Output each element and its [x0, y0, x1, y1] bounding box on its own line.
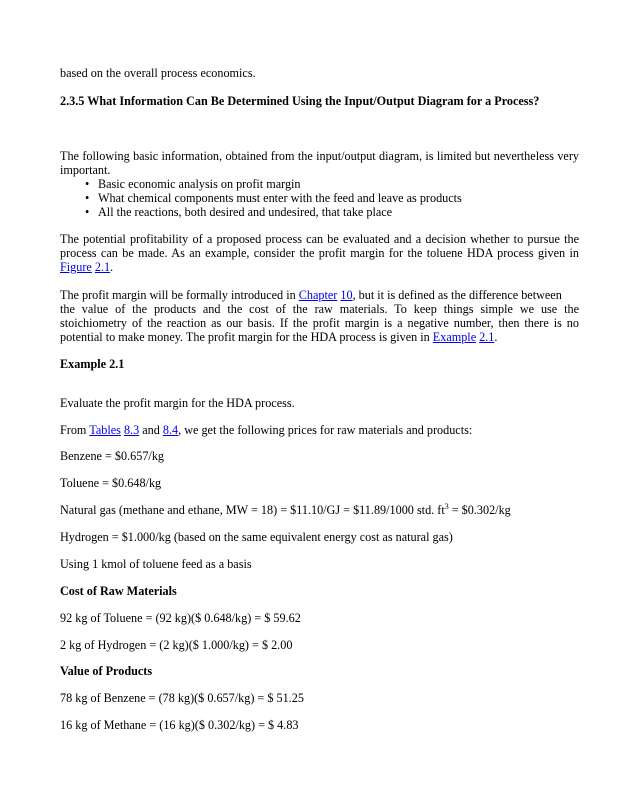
table-8-3-link[interactable]: 8.3	[123, 423, 140, 437]
figure-number-link[interactable]: 2.1	[94, 260, 111, 274]
para2-line-2: process can be made. As an example, consider the profit margin for the toluene HDA process given in	[60, 246, 579, 260]
basis-line: Using 1 kmol of toluene feed as a basis	[60, 557, 252, 571]
chapter-link[interactable]: Chapter	[298, 288, 338, 302]
table-8-4-link[interactable]: 8.4	[162, 423, 179, 437]
para3-line-2: the value of the products and the cost of the raw materials. To keep things simple we use the	[60, 302, 579, 316]
list-item: • All the reactions, both desired and undesired, that take place	[85, 205, 393, 219]
section-heading: 2.3.5 What Information Can Be Determined Using the Input/Output Diagram for a Process?	[60, 94, 540, 108]
list-item: • What chemical components must enter with the feed and leave as products	[85, 191, 462, 205]
para3-line-3: stoichiometry of the reaction as our basis. If the profit margin is a negative number, then there is no	[60, 316, 579, 330]
para2-line-1: The potential profitability of a proposed process can be evaluated and a decision whether to pursue the	[60, 232, 579, 246]
para3-line-1: The profit margin will be formally introduced in Chapter 10, but it is defined as the difference between	[60, 288, 562, 302]
bullet-icon: •	[85, 177, 90, 191]
para3-line-4: potential to make money. The profit margin for the HDA process is given in Example 2.1.	[60, 330, 498, 344]
value-benzene: 78 kg of Benzene = (78 kg)($ 0.657/kg) = $ 51.25	[60, 691, 304, 705]
para2-line-3: Figure 2.1.	[60, 260, 114, 274]
paragraph-continuation: based on the overall process economics.	[60, 66, 256, 80]
example-number-link[interactable]: 2.1	[479, 330, 495, 344]
price-benzene: Benzene = $0.657/kg	[60, 449, 165, 463]
price-natural-gas: Natural gas (methane and ethane, MW = 18) = $11.10/GJ = $11.89/1000 std. $ft^3$ = $0.302/kg	[60, 501, 511, 517]
chapter-number-link[interactable]: 10	[340, 288, 353, 302]
info-bullet-list	[60, 177, 462, 219]
prices-source-line: From Tables 8.3 and 8.4, we get the following prices for raw materials and products:	[60, 423, 473, 437]
bullet-icon: •	[85, 191, 90, 205]
cost-toluene: 92 kg of Toluene = (92 kg)($ 0.648/kg) = $ 59.62	[60, 611, 301, 625]
tables-link[interactable]: Tables	[89, 423, 121, 437]
cost-heading: Cost of Raw Materials	[60, 584, 177, 598]
example-title: Example 2.1	[60, 357, 125, 371]
intro-line-2: important.	[60, 163, 111, 177]
value-methane: 16 kg of Methane = (16 kg)($ 0.302/kg) = $ 4.83	[60, 718, 299, 732]
list-item: • Basic economic analysis on profit margin	[85, 177, 301, 191]
value-heading: Value of Products	[60, 664, 153, 678]
example-prompt: Evaluate the profit margin for the HDA process.	[60, 396, 295, 410]
price-toluene: Toluene = $0.648/kg	[60, 476, 162, 490]
price-hydrogen: Hydrogen = $1.000/kg (based on the same equivalent energy cost as natural gas)	[60, 530, 453, 544]
cost-hydrogen: 2 kg of Hydrogen = (2 kg)($ 1.000/kg) = $ 2.00	[60, 638, 293, 652]
bullet-icon: •	[85, 205, 90, 219]
figure-link[interactable]: Figure	[60, 260, 92, 274]
intro-line-1: The following basic information, obtained from the input/output diagram, is limited but nevertheless very	[60, 149, 579, 163]
example-link[interactable]: Example	[432, 330, 477, 344]
